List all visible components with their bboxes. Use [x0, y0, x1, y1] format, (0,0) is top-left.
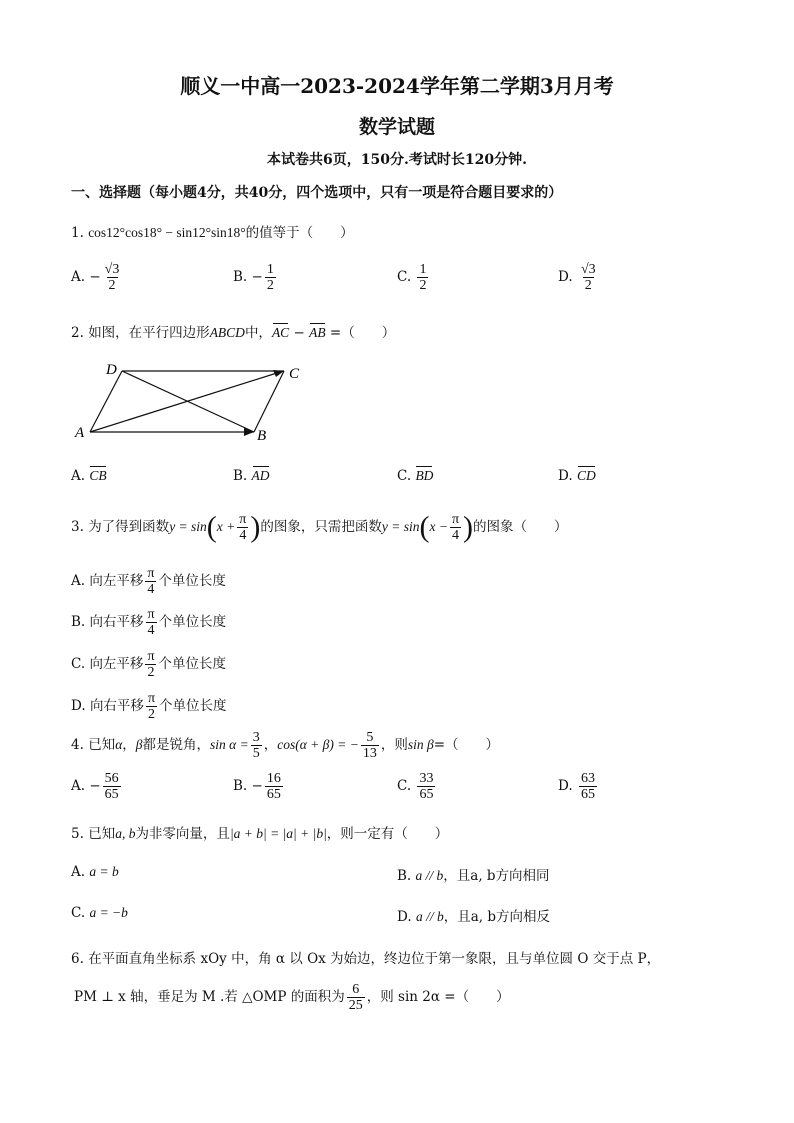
q2-option-b[interactable]: B. AD — [233, 468, 270, 484]
exam-subject: 数学试题 — [358, 116, 435, 138]
q4-option-b[interactable]: B. − $\frac{16}{65}$ — [233, 771, 281, 802]
q4-option-d[interactable]: D. $\frac{63}{65}$ — [558, 771, 595, 802]
vector-ac: AC — [271, 325, 290, 340]
fraction: $\frac{1}{2}$ — [266, 262, 274, 293]
q3-option-d[interactable]: D. 向右平移 $\frac{\pi}{2}$ 个单位长度 — [71, 691, 227, 722]
question-1 — [71, 221, 354, 241]
q1-option-a[interactable]: A. − $\frac{√3}{2}$ — [71, 262, 120, 293]
q4-option-c[interactable]: C. $\frac{33}{65}$ — [397, 771, 434, 802]
section-heading: 一、选择题（每小题4分，共40分，四个选项中，只有一项是符合题目要求的） — [71, 185, 563, 201]
vertex-a: A — [75, 425, 85, 441]
question-6: 6. 在平面直角坐标系 xOy 中，角 α 以 Ox 为始边，终边位于第一象限，且与单位圆 O 交于点 P， — [71, 951, 661, 967]
q4-option-a[interactable]: A. − $\frac{56}{65}$ — [71, 771, 119, 802]
q3-option-c[interactable]: C. 向左平移 $\frac{\pi}{2}$ 个单位长度 — [71, 649, 227, 680]
vertex-c: C — [289, 366, 300, 382]
q1-option-d[interactable]: D. $\frac{√3}{2}$ — [558, 262, 596, 293]
exam-title: 顺义一中高一2023-2024学年第二学期3月月考 — [180, 74, 614, 98]
question-3: 3. 为了得到函数y = sin(x + $\frac{\pi}{4}$ )的图象，只需把函数y = sin(x − $\frac{\pi}{4}$ )的图象（ ） — [71, 510, 568, 544]
q5-option-a[interactable]: A. a = b — [71, 864, 119, 880]
q3-option-b[interactable]: B. 向右平移 $\frac{\pi}{4}$ 个单位长度 — [71, 607, 227, 638]
q1-option-c[interactable]: C. $\frac{1}{2}$ — [397, 262, 427, 293]
q5-option-b[interactable]: B. a // b，且a, b方向相同 — [397, 868, 550, 884]
vertex-b: B — [257, 428, 267, 444]
q5-option-c[interactable]: C. a = −b — [71, 905, 128, 921]
q2-option-d[interactable]: D. CD — [558, 468, 596, 484]
q3-option-a[interactable]: A. 向左平移 $\frac{\pi}{4}$ 个单位长度 — [71, 566, 226, 597]
q5-option-d[interactable]: D. a // b，且a, b方向相反 — [397, 909, 550, 925]
q2-option-a[interactable]: A. CB — [71, 468, 107, 484]
q1-expression: cos12°cos18° − sin12°sin18° — [88, 225, 246, 240]
question-6-line-2: PM ⊥ x 轴，垂足为 M .若 △OMP 的面积为 $\frac{6}{25}$ ，则 sin 2α =（ ） — [74, 982, 510, 1013]
q1-number: 1. — [71, 225, 84, 241]
vector-ab: AB — [309, 325, 326, 340]
exam-note: 本试卷共6页，150分.考试时长120分钟. — [267, 152, 527, 168]
fraction: $\frac{1}{2}$ — [419, 262, 427, 293]
question-2: 2. 如图，在平行四边形ABCD中，AC − AB =（ ） — [71, 325, 396, 341]
question-4: 4. 已知α，β都是锐角，sin α = $\frac{3}{5}$ ，cos(α + β) = − $\frac{5}{13}$ ，则sin β=（ ） — [71, 730, 500, 761]
q2-option-c[interactable]: C. BD — [397, 468, 434, 484]
fraction: $\frac{√3}{2}$ — [580, 262, 596, 293]
q1-tail: 的值等于（ ） — [245, 225, 354, 241]
fraction: $\frac{√3}{2}$ — [104, 262, 120, 293]
question-5: 5. 已知a, b为非零向量，且|a + b| = |a| + |b|，则一定有（ ） — [71, 826, 449, 842]
q1-option-b[interactable]: B. − $\frac{1}{2}$ — [233, 262, 274, 293]
parallelogram-figure — [70, 358, 310, 448]
vertex-d: D — [106, 362, 117, 378]
